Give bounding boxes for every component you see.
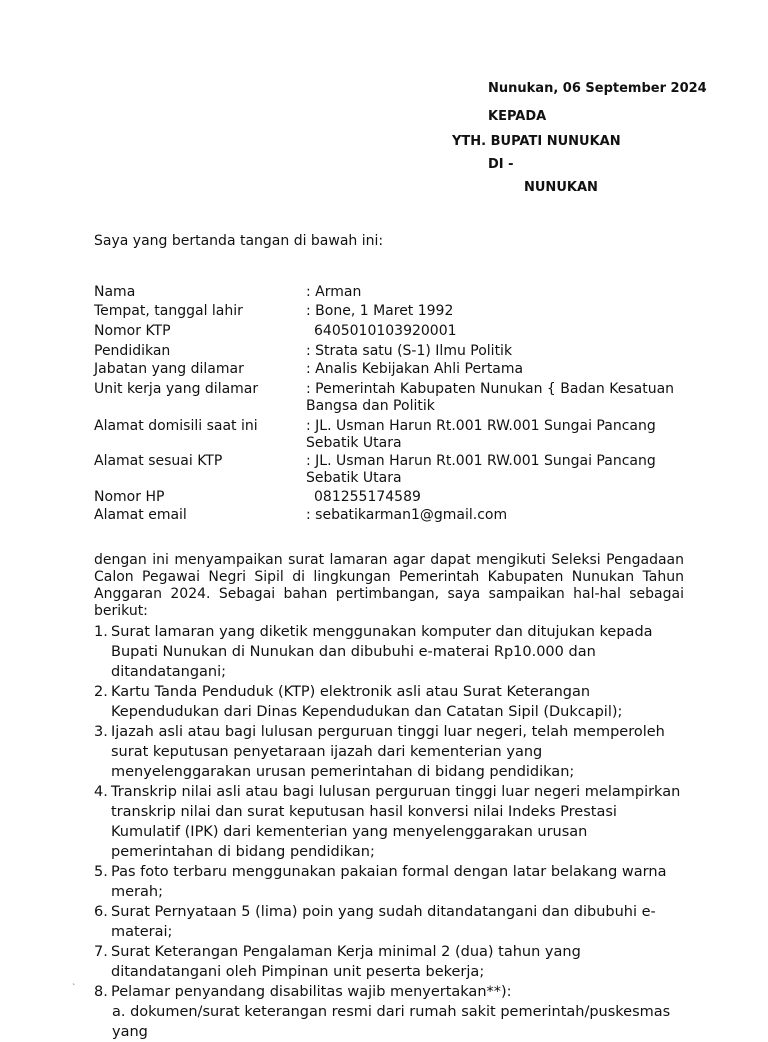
list-item: [94, 622, 686, 682]
place-date: Nunukan, 06 September 2024: [488, 81, 707, 96]
field-value-position: : Analis Kebijakan Ahli Pertama: [306, 361, 524, 377]
field-label-phone: Nomor HP: [94, 489, 165, 505]
list-item: [94, 682, 686, 722]
list-item: [94, 862, 686, 902]
list-text: Surat Pernyataan 5 (lima) poin yang sudah ditandatangani dan dibubuhi e- materai;: [111, 904, 656, 940]
list-text: Pelamar penyandang disabilitas wajib menyertakan**):: [111, 984, 512, 1000]
list-sub-item: a. dokumen/surat keterangan resmi dari rumah sakit pemerintah/puskesmas yang: [112, 1004, 671, 1040]
field-label-ktp: Nomor KTP: [94, 323, 171, 339]
list-text: Surat lamaran yang diketik menggunakan komputer dan ditujukan kepada Bupati Nunukan di Nunukan dan dibubuhi e-materai Rp10.000 dan ditandatangani;: [111, 624, 653, 680]
field-value-domicile: : JL. Usman Harun Rt.001 RW.001 Sungai Pancang Sebatik Utara: [306, 418, 656, 451]
field-label-name: Nama: [94, 284, 136, 300]
field-label-domicile: Alamat domisili saat ini: [94, 418, 258, 434]
list-item: [94, 722, 686, 782]
field-label-email: Alamat email: [94, 507, 187, 523]
field-value-birth: : Bone, 1 Maret 1992: [306, 303, 454, 319]
list-item: [94, 982, 686, 1002]
list-text: Surat Keterangan Pengalaman Kerja minimal 2 (dua) tahun yang ditandatangani oleh Pimpinan unit peserta bekerja;: [111, 944, 581, 980]
list-text: Transkrip nilai asli atau bagi lulusan perguruan tinggi luar negeri melampirkan transkrip nilai dan surat keputusan hasil konversi nilai Indeks Prestasi Kumulatif (IPK) dari kementerian yang menyelenggarakan urusan pemerintahan di bidang pendidikan;: [111, 784, 681, 860]
list-number: 6.: [94, 904, 108, 920]
list-text: Pas foto terbaru menggunakan pakaian formal dengan latar belakang warna merah;: [111, 864, 667, 900]
recipient-name: YTH. BUPATI NUNUKAN: [452, 134, 621, 149]
list-number: 1.: [94, 624, 108, 640]
field-value-ktp: 6405010103920001: [314, 323, 457, 339]
field-value-phone: 081255174589: [314, 489, 421, 505]
list-number: 7.: [94, 944, 108, 960]
footer-mark: `: [72, 983, 76, 992]
list-number: 3.: [94, 724, 108, 740]
list-text: Kartu Tanda Penduduk (KTP) elektronik asli atau Surat Keterangan Kependudukan dari Dinas Kependudukan dan Catatan Sipil (Dukcapil);: [111, 684, 623, 720]
field-value-name: : Arman: [306, 284, 362, 300]
recipient-to: KEPADA: [488, 109, 547, 124]
list-text: Ijazah asli atau bagi lulusan perguruan tinggi luar negeri, telah memperoleh surat keputusan penyetaraan ijazah dari kementerian yang menyelenggarakan urusan pemerintahan di bidang pendidikan;: [111, 724, 665, 780]
field-label-education: Pendidikan: [94, 343, 171, 359]
field-label-ktp-address: Alamat sesuai KTP: [94, 453, 223, 469]
list-item: [94, 782, 686, 862]
field-value-education: : Strata satu (S-1) Ilmu Politik: [306, 343, 513, 359]
recipient-city: NUNUKAN: [524, 180, 598, 195]
requirements-list: [94, 622, 686, 1042]
field-label-position: Jabatan yang dilamar: [94, 361, 244, 377]
recipient-di: DI -: [488, 157, 514, 172]
field-value-ktp-address: : JL. Usman Harun Rt.001 RW.001 Sungai Pancang Sebatik Utara: [306, 453, 656, 486]
body-paragraph: dengan ini menyampaikan surat lamaran agar dapat mengikuti Seleksi Pengadaan Calon Pegawai Negri Sipil di lingkungan Pemerintah Kabupaten Nunukan Tahun Anggaran 2024. Sebagai bahan pertimbangan, saya sampaikan hal-hal sebagai berikut:: [94, 552, 684, 619]
list-number: 5.: [94, 864, 108, 880]
list-number: 4.: [94, 784, 108, 800]
field-value-unit: : Pemerintah Kabupaten Nunukan { Badan Kesatuan Bangsa dan Politik: [306, 381, 675, 414]
list-item: [94, 942, 686, 982]
intro-text: Saya yang bertanda tangan di bawah ini:: [94, 233, 384, 249]
list-number: 8.: [94, 984, 108, 1000]
list-item: [94, 902, 686, 942]
list-number: 2.: [94, 684, 108, 700]
field-label-unit: Unit kerja yang dilamar: [94, 381, 259, 397]
field-label-birth: Tempat, tanggal lahir: [94, 303, 243, 319]
field-value-email: : sebatikarman1@gmail.com: [306, 507, 508, 523]
